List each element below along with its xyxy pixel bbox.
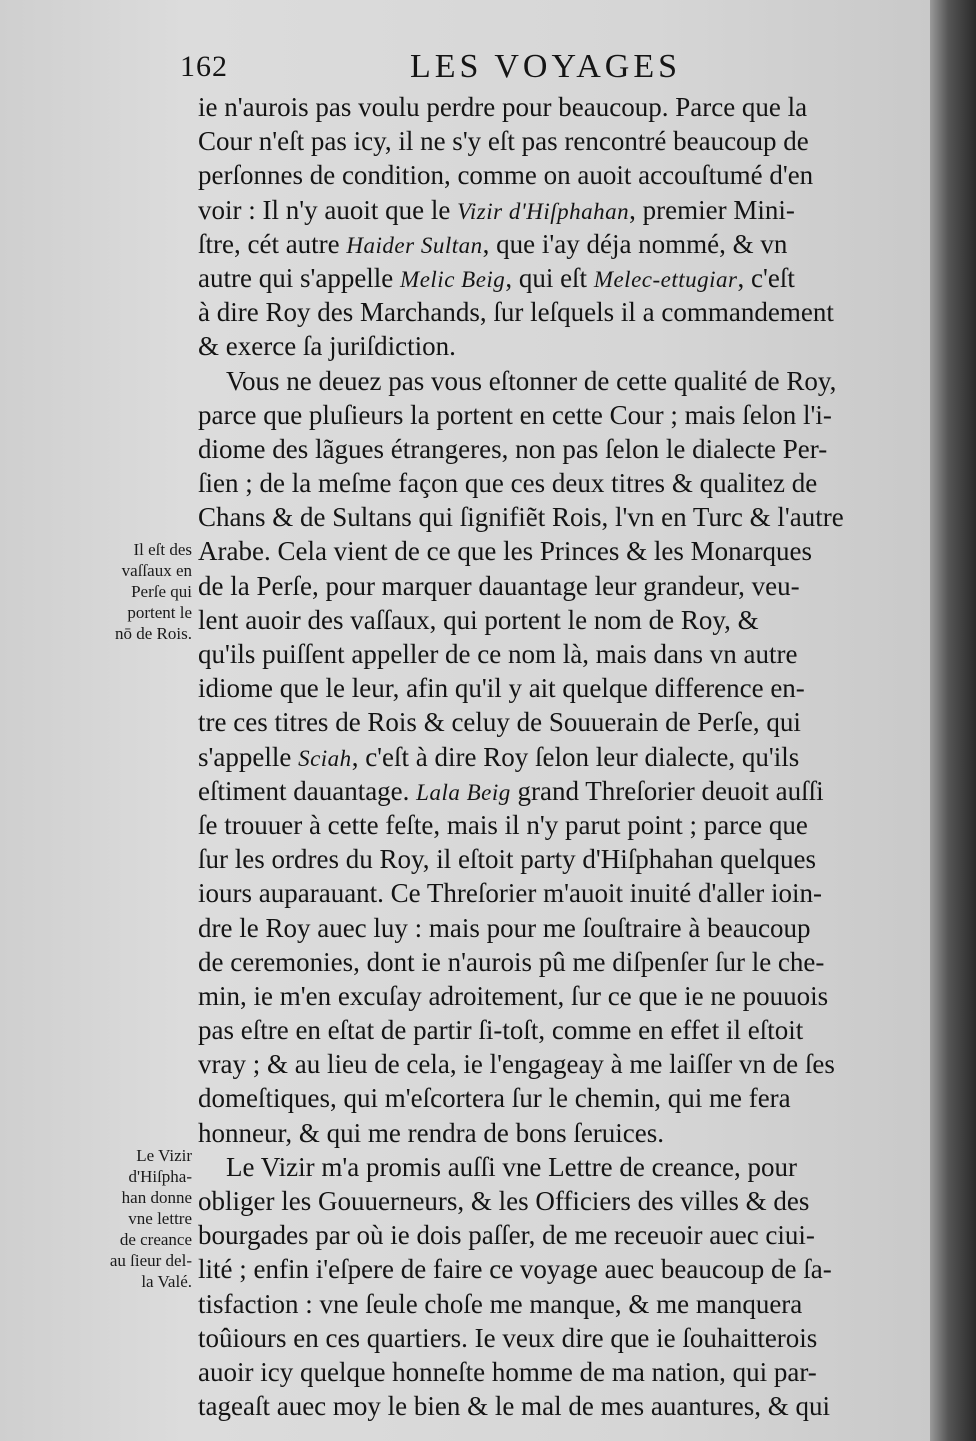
text-line [198,1287,928,1321]
margin-note-letter [80,1145,192,1292]
text-segment: autre qui s'appelle [198,262,401,293]
page-header [180,48,920,88]
text-line [198,842,928,876]
text-segment: min, ie m'en excuſay adroitement, ſur ce que ie ne pouuois [198,980,829,1011]
italic-name: Melec-ettugiar [593,266,738,292]
text-segment: & exerce ſa juriſdiction. [198,331,456,362]
text-line [198,569,928,603]
text-segment: pas eſtre en eſtat de partir ſi-toſt, comme en effet il eſtoit [198,1015,804,1046]
text-segment: , premier Mini- [629,194,795,225]
text-segment: ie n'aurois pas voulu perdre pour beaucoup. Parce que la [198,92,808,122]
text-line [198,466,928,500]
text-line [198,364,928,398]
text-segment: Arabe. Cela vient de ce que les Princes & les Monarques [198,536,813,567]
text-line [198,808,928,842]
text-segment: lent auoir des vaſſaux, qui portent le nom de Roy, & [198,604,759,635]
text-segment: de ceremonies, dont ie n'aurois pû me diſpenſer ſur le che- [198,946,825,977]
margin-note-line: Perſe qui [131,582,192,601]
page-number: 162 [180,50,228,83]
text-line [198,603,928,637]
text-line [198,1013,928,1047]
text-segment: , c'eſt [737,262,795,293]
text-line [198,1218,928,1252]
text-line [198,911,928,945]
text-segment: iours auparauant. Ce Threſorier m'auoit inuité d'aller ioin- [198,878,823,909]
text-line [198,876,928,910]
margin-note-line: Il eſt des [133,540,192,559]
text-segment: dre le Roy auec luy : mais pour me ſouſtraire à beaucoup [198,912,811,943]
margin-note-line: au ſieur del- [109,1251,192,1270]
text-line [198,158,928,192]
text-segment: tageaſt auec moy le bien & le mal de mes auantures, & qui [198,1391,831,1422]
text-line [198,1116,928,1150]
text-segment: auoir icy quelque honneſte homme de ma nation, qui par- [198,1356,817,1387]
text-line [198,1081,928,1115]
text-line [198,534,928,568]
text-segment: tre ces titres de Rois & celuy de Souuerain de Perſe, qui [198,707,801,738]
text-line [198,1047,928,1081]
text-line [198,124,928,158]
margin-note-vassals [80,539,192,644]
italic-name: Sciah [298,745,352,771]
margin-note-line: Le Vizir [136,1146,192,1165]
text-line [198,1184,928,1218]
margin-note-line: de creance [119,1230,192,1249]
text-segment: Chans & de Sultans qui ſignifiẽt Rois, l'vn en Turc & l'autre [198,502,844,533]
italic-name: Vizir d'Hiſphahan [457,198,630,224]
text-segment: Cour n'eſt pas icy, il ne s'y eſt pas rencontré beaucoup de [198,126,809,157]
text-line [198,774,928,808]
text-segment: grand Threſorier deuoit auſſi [510,775,824,806]
text-line [198,1389,928,1423]
text-segment: honneur, & qui me rendra de bons ſeruices. [198,1117,665,1148]
text-line [198,90,928,124]
italic-name: Haider Sultan [346,232,483,258]
text-segment: eſtiment dauantage. [198,775,417,806]
text-segment: toûiours en ces quartiers. Ie veux dire que ie ſouhaitterois [198,1322,818,1353]
italic-name: Melic Beig [400,266,506,292]
text-segment: ſtre, cét autre [198,228,347,259]
text-segment: domeſtiques, qui m'eſcortera ſur le chemin, qui me fera [198,1083,791,1114]
text-segment: , que i'ay déja nommé, & vn [482,228,788,259]
text-line [198,295,928,329]
text-line [198,945,928,979]
text-line [198,740,928,774]
margin-note-line: han donne [121,1188,192,1207]
text-segment: ſe trouuer à cette feſte, mais il n'y parut point ; parce que [198,809,808,840]
text-line [198,398,928,432]
text-line [198,500,928,534]
text-segment: idiome que le leur, afin qu'il y ait quelque difference en- [198,673,805,704]
text-line [198,705,928,739]
text-segment: ſien ; de la meſme façon que ces deux titres & qualitez de [198,468,818,499]
text-segment: de la Perſe, pour marquer dauantage leur grandeur, veu- [198,570,800,601]
margin-note-line: vaſſaux en [121,561,192,580]
text-segment: perſonnes de condition, comme on auoit accouſtumé d'en [198,160,814,191]
text-line [198,1321,928,1355]
text-segment: vray ; & au lieu de cela, ie l'engageay à me laiſſer vn de ſes [198,1049,835,1080]
text-segment: Le Vizir m'a promis auſſi vne Lettre de creance, pour [226,1151,798,1182]
text-segment: , qui eſt [505,262,594,293]
text-line [198,1252,928,1286]
body-text [198,90,928,1423]
text-segment: voir : Il n'y auoit que le [198,194,458,225]
text-line [198,432,928,466]
text-line [198,261,928,295]
text-line [198,193,928,227]
text-segment: parce que pluſieurs la portent en cette Cour ; mais ſelon l'i- [198,399,832,430]
text-segment: , c'eſt à dire Roy ſelon leur dialecte, qu'ils [351,741,800,772]
book-gutter [930,0,976,1441]
text-segment: bourgades par où ie dois paſſer, de me receuoir auec ciui- [198,1220,815,1251]
text-segment: diome des lãgues étrangeres, non pas ſelon le dialecte Per- [198,433,828,464]
text-line [198,227,928,261]
text-segment: obliger les Gouuerneurs, & les Officiers des villes & des [198,1186,810,1216]
text-segment: tisfaction : vne ſeule choſe me manque, & me manquera [198,1288,803,1319]
text-segment: qu'ils puiſſent appeller de ce nom là, mais dans vn autre [198,639,798,669]
italic-name: Lala Beig [416,779,511,805]
margin-note-line: portent le [127,603,192,622]
text-line [198,979,928,1013]
text-segment: ſur les ordres du Roy, il eſtoit party d'Hiſphahan quelques [198,844,816,875]
text-segment: lité ; enfin i'eſpere de faire ce voyage auec beaucoup de ſa- [198,1254,832,1285]
margin-note-line: nō de Rois. [115,624,192,643]
text-line [198,671,928,705]
text-line [198,1150,928,1184]
text-segment: à dire Roy des Marchands, ſur leſquels il a commandement [198,297,834,328]
margin-note-line: la Valé. [141,1272,192,1291]
margin-note-line: d'Hiſpha- [128,1167,192,1186]
text-line [198,329,928,363]
text-segment: s'appelle [198,741,299,772]
margin-note-line: vne lettre [128,1209,192,1228]
running-title: LES VOYAGES [410,48,682,85]
text-line [198,1355,928,1389]
text-line [198,637,928,671]
text-segment: Vous ne deuez pas vous eſtonner de cette qualité de Roy, [226,365,837,396]
